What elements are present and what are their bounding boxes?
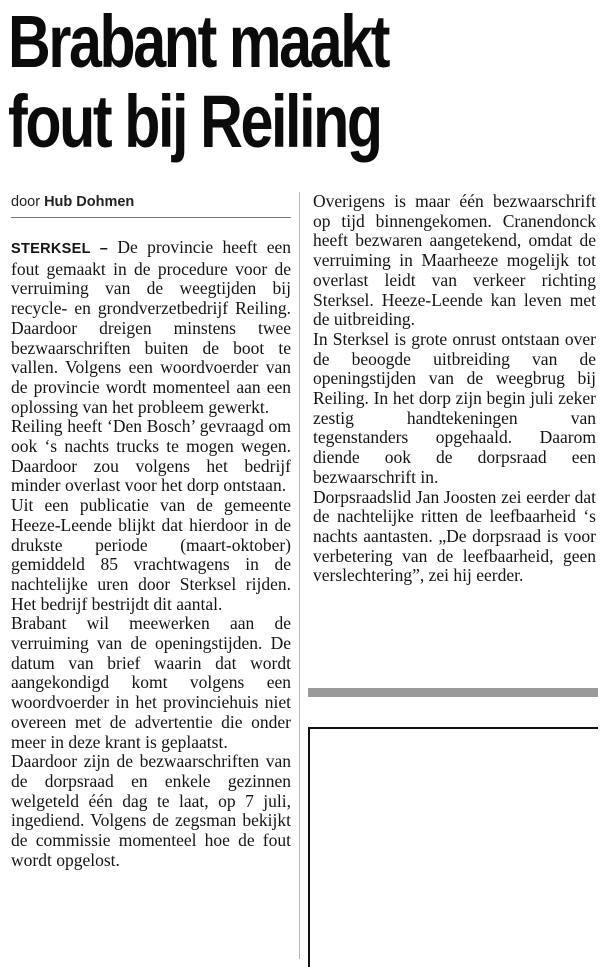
paragraph-2: Reiling heeft ‘Den Bosch’ gevraagd om ook ‘s nachts trucks te mogen wegen. Daardoor zou volgens het bedrijf minder overlast voor het dorp ontstaan. <box>11 416 291 496</box>
headline-line-1: Brabant maakt <box>8 0 389 83</box>
paragraph-3: Uit een publicatie van de gemeente Heeze-Leende blijkt dat hierdoor in de drukste periode (maart-oktober) gemiddeld 85 vrachtwagens in de nachtelijke uren door Sterksel rijden. Het bedrijf bestrijdt dit aantal. <box>11 495 291 614</box>
paragraph-1-text: De provincie heeft een fout gemaakt in de procedure voor de verruiming van de weegtijden bij recycle- en grondverzetbedrijf Reiling. Daardoor dreigen minstens twee bezwaarschriften buiten de boot te vallen. Volgens een woordvoerder van de provincie wordt momenteel aan een oplossing van het probleem gewerkt. <box>11 237 291 417</box>
paragraph-8: Dorpsraadslid Jan Joosten zei eerder dat de nachtelijke ritten de leefbaarheid ‘s nachts aantasten. „De dorpsraad is voor verbetering van de leefbaarheid, geen verslechtering”, zei hij eerder. <box>313 486 596 586</box>
paragraph-4: Brabant wil meewerken aan de verruiming van de openingstijden. De datum van brief waarin dat wordt aangekondigd komt volgens een woordvoerder in het provinciehuis niet overeen met de advertentie die onder meer in deze krant is geplaatst. <box>11 613 291 752</box>
advertisement-box <box>308 727 598 967</box>
paragraph-1 <box>11 238 291 417</box>
byline-author: Hub Dohmen <box>44 194 135 210</box>
paragraph-7: In Sterksel is grote onrust ontstaan over de beoogde uitbreiding van de openingstijden van de weegbrug bij Reiling. In het dorp zijn begin juli zeker zestig handtekeningen van tegenstanders opgehaald. Daarom diende ook de dorpsraad een bezwaarschrift in. <box>313 328 596 487</box>
headline <box>8 2 480 162</box>
paragraph-5: Daardoor zijn de bezwaarschriften van de dorpsraad en enkele gezinnen welgeteld één dag te laat, op 7 juli, ingediend. Volgens de zegsman bekijkt de commissie momenteel hoe de fout wordt opgelost. <box>11 751 291 870</box>
paragraph-6: Overigens is maar één bezwaarschrift op tijd binnengekomen. Cranendonck heeft bezwaren aangetekend, omdat de verruiming in Maarheeze mogelijk tot overlast leidt van verkeer richting Sterksel. Heeze-Leende kan leven met de uitbreiding. <box>313 191 596 330</box>
article-column-1 <box>11 192 291 871</box>
dateline: STERKSEL – <box>11 241 109 257</box>
column-divider <box>299 192 300 959</box>
headline-line-2: fout bij Reiling <box>8 80 381 163</box>
section-separator-bar <box>308 688 598 697</box>
byline-prefix: door <box>11 194 41 210</box>
article-column-2 <box>313 192 596 586</box>
byline <box>11 192 291 212</box>
